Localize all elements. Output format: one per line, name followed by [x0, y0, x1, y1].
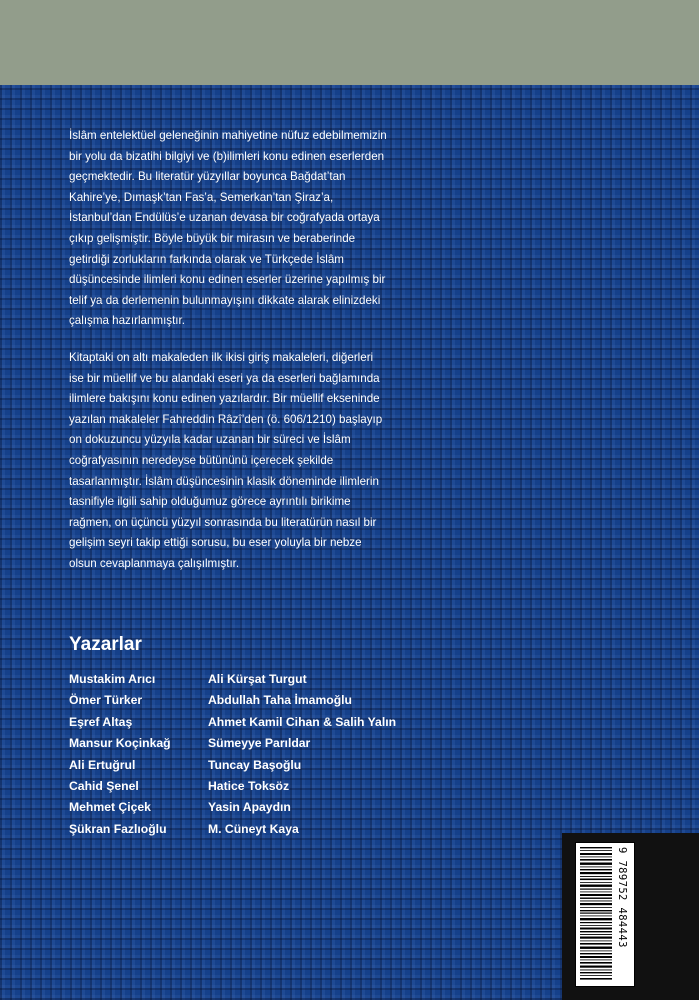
author-name: Eşref Altaş — [69, 714, 133, 729]
blurb-line: telif ya da derlemenin bulunmayışını dikkate alarak elinizdeki — [69, 293, 381, 307]
blurb-line: gelişim seyri takip ettiği sorusu, bu eser yoluyla bir nebze — [69, 536, 362, 550]
blurb-line: coğrafyasının neredeyse bütününü içerecek şekilde — [69, 453, 334, 467]
authors-heading: Yazarlar — [69, 634, 142, 655]
author-name: Şükran Fazlıoğlu — [69, 821, 167, 836]
isbn-number — [616, 847, 630, 980]
blurb-line: on dokuzuncu yüzyıla kadar uzanan bir süreci ve İslâm — [69, 433, 351, 447]
author-name: Ali Ertuğrul — [69, 757, 136, 772]
blurb-line: İstanbul’dan Endülüs’e uzanan devasa bir coğrafyada ortaya — [69, 211, 380, 225]
blurb-line: düşüncesinde ilimleri konu edinen eserler üzerine yapılmış bir — [69, 273, 386, 287]
isbn-digits-text: 9 789752 484443 — [616, 847, 628, 948]
blurb-line: tasarlanmıştır. İslâm düşüncesinin klasik döneminde ilimlerin — [69, 474, 379, 488]
barcode-bars-graphic — [580, 847, 612, 980]
blurb-line: bir yolu da bizatihi bilgiyi ve (b)ilimleri konu edinen eserlerden — [69, 149, 385, 163]
authors-column-right — [208, 669, 396, 840]
blurb-line: yazılan makaleler Fahreddin Râzî’den (ö. 606/1210) başlayıp — [69, 412, 383, 426]
author-name: Yasin Apaydın — [208, 800, 291, 815]
blurb-line: çalışma hazırlanmıştır. — [69, 314, 185, 328]
blurb-paragraph-1 — [69, 126, 429, 332]
blurb-line: çıkıp gelişmiştir. Böyle büyük bir mirasın ve beraberinde — [69, 231, 356, 245]
blurb-line: ise bir müellif ve bu alandaki eseri ya da eserleri bağlamında — [69, 371, 380, 385]
blurb-line: getirdiği zorlukların farkında olarak ve Türkçede İslâm — [69, 252, 344, 266]
author-name: Abdullah Taha İmamoğlu — [208, 693, 352, 708]
author-name: M. Cüneyt Kaya — [208, 821, 299, 836]
blurb-line: Kitaptaki on altı makaleden ilk ikisi giriş makaleleri, diğerleri — [69, 351, 374, 364]
author-name: Mansur Koçinkağ — [69, 736, 171, 751]
author-name: Ali Kürşat Turgut — [208, 672, 307, 686]
blurb-line: geçmektedir. Bu literatür yüzyıllar boyunca Bağdat’tan — [69, 170, 346, 184]
isbn-barcode — [575, 842, 635, 987]
authors-column-left — [69, 669, 171, 840]
blurb-line: tasnifiyle ilgili sahip olduğumuz görece ayrıntılı birikime — [69, 495, 351, 509]
blurb-line: ilimlere bakışını konu edinen yazılardır. Bir müellif ekseninde — [69, 392, 380, 406]
author-name: Ahmet Kamil Cihan & Salih Yalın — [208, 714, 397, 729]
author-name: Mehmet Çiçek — [69, 800, 151, 815]
blurb-line: rağmen, on üçüncü yüzyıl sonrasında bu literatürün nasıl bir — [69, 515, 377, 529]
blurb-line: olsun cevaplanmaya çalışılmıştır. — [69, 556, 240, 570]
author-name: Tuncay Başoğlu — [208, 757, 302, 772]
author-name: Ömer Türker — [69, 693, 143, 708]
author-name: Hatice Toksöz — [208, 779, 290, 794]
blurb-line: İslâm entelektüel geleneğinin mahiyetine nüfuz edebilmemizin — [69, 129, 387, 142]
blurb-line: Kahire’ye, Dımaşk’tan Fas’a, Semerkan’tan Şiraz’a, — [69, 190, 334, 204]
blurb-paragraph-2 — [69, 348, 429, 575]
author-name: Cahid Şenel — [69, 779, 139, 794]
author-name: Mustakim Arıcı — [69, 672, 156, 686]
top-color-band — [0, 0, 699, 85]
author-name: Sümeyye Parıldar — [208, 736, 311, 751]
